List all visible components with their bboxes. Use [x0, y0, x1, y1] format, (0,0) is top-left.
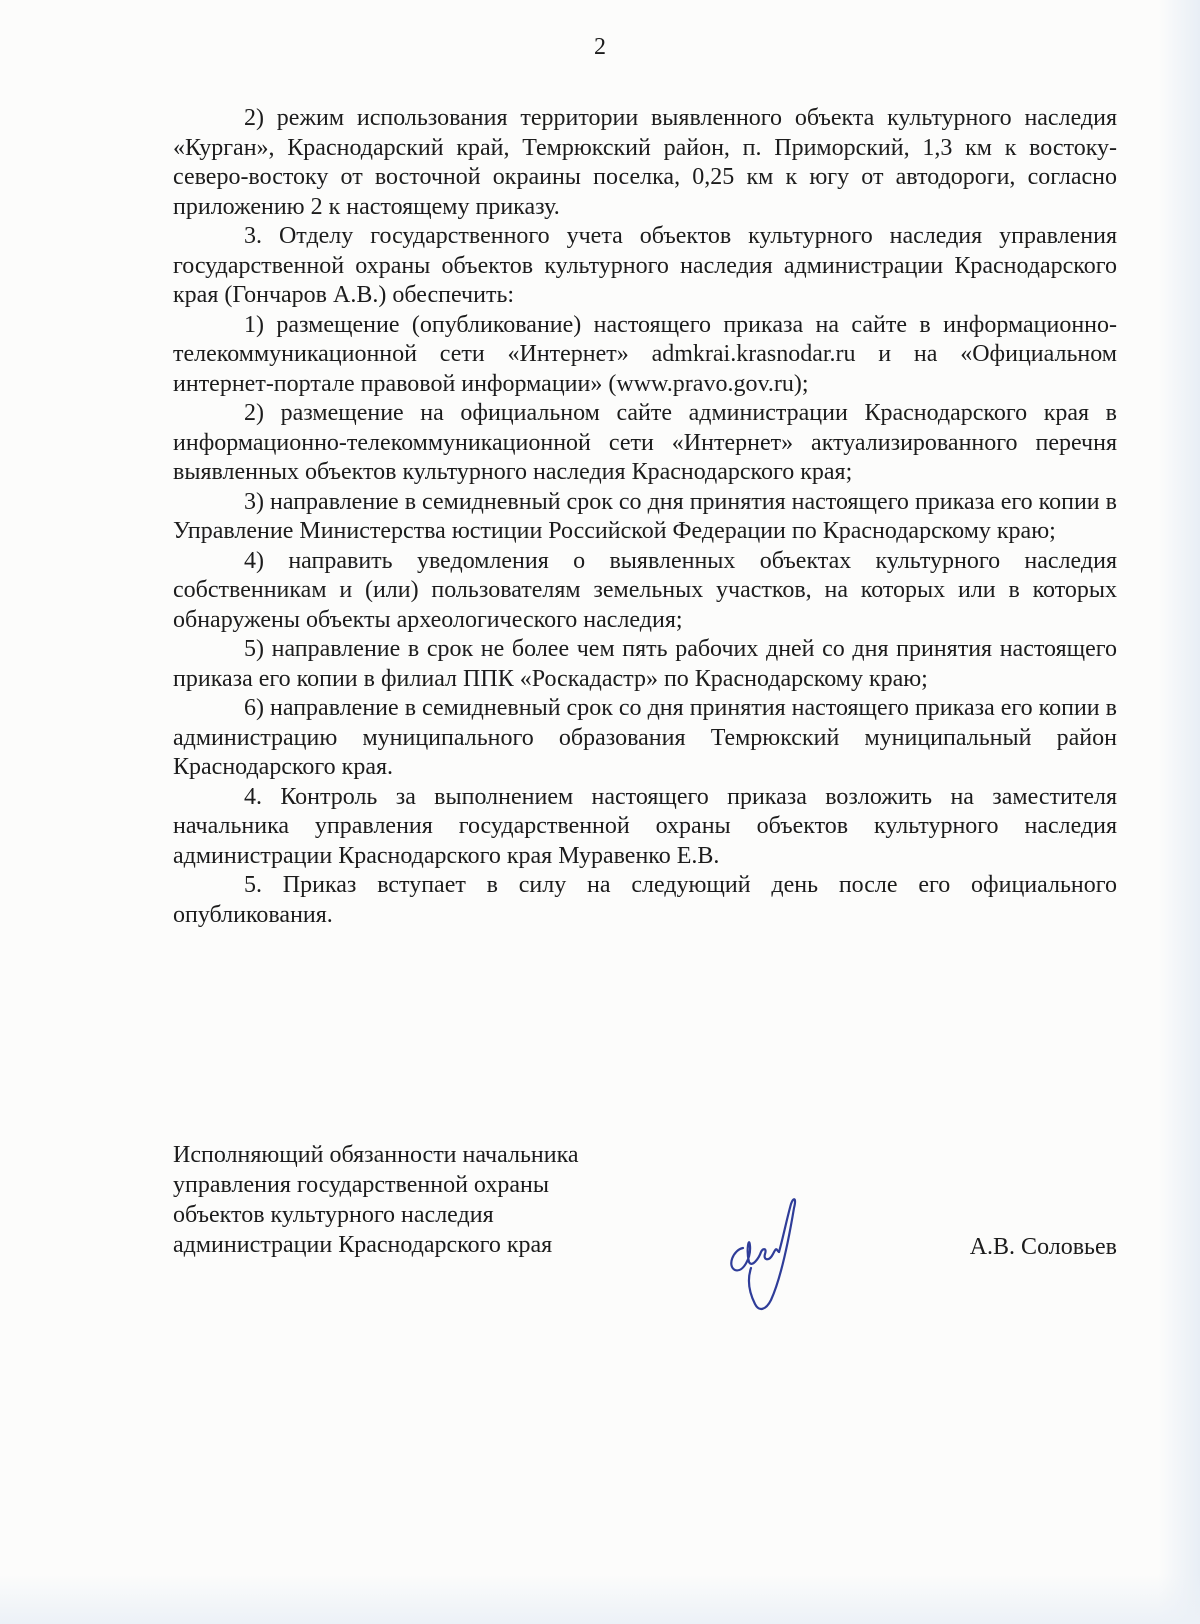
signer-title-line: объектов культурного наследия: [173, 1202, 494, 1228]
paragraph-item-6-municipality: 6) направление в семидневный срок со дня принятия настоящего приказа его копии в администрацию муниципального образования Темрюкский муниципальный район Краснодарского края.: [173, 695, 1117, 780]
paragraph-item-5-roskadastr: 5) направление в срок не более чем пять рабочих дней со дня принятия настоящего приказа его копии в филиал ППК «Роскадастр» по Краснодарскому краю;: [173, 636, 1117, 692]
signer-title-line: управления государственной охраны: [173, 1172, 549, 1198]
paragraph-section-4-control: 4. Контроль за выполнением настоящего приказа возложить на заместителя начальника управления государственной охраны объектов культурного наследия администрации Краснодарского края Муравенко Е.В.: [173, 783, 1117, 869]
signer-title-line: администрации Краснодарского края: [173, 1232, 553, 1258]
paragraph-item-2-regime: 2) режим использования территории выявленного объекта культурного наследия «Курган», Краснодарский край, Темрюкский район, п. Приморский, 1,3 км к востоку-северо-востоку от восточной окраины поселка, 0,25 км к югу от автодороги, согласно приложению 2 к настоящему приказу.: [173, 105, 1117, 220]
paragraph-item-3-ministry: 3) направление в семидневный срок со дня принятия настоящего приказа его копии в Управление Министерства юстиции Российской Федерации по Краснодарскому краю;: [173, 488, 1117, 544]
paragraph-item-2-website: 2) размещение на официальном сайте администрации Краснодарского края в информационно-телекоммуникационной сети «Интернет» актуализированного перечня выявленных объектов культурного наследия Краснодарского края;: [173, 400, 1117, 485]
document-body: [173, 104, 1117, 930]
paragraph-section-3: 3. Отделу государственного учета объектов культурного наследия управления государственной охраны объектов культурного наследия администрации Краснодарского края (Гончаров А.В.) обеспечить:: [173, 223, 1117, 308]
page-number: 2: [594, 34, 606, 60]
paragraph-item-1-publication: 1) размещение (опубликование) настоящего приказа на сайте в информационно-телекоммуникационной сети «Интернет» admkrai.krasnodar.ru и на «Официальном интернет-портале правовой информации» (www.pravo.gov.ru);: [173, 311, 1117, 397]
page-edge-shadow: [1158, 0, 1200, 1624]
paragraph-section-5-effect: 5. Приказ вступает в силу на следующий день после его официального опубликования.: [173, 872, 1117, 928]
signature-block: [173, 1140, 1117, 1310]
signer-name: А.В. Соловьев: [969, 1234, 1117, 1260]
signer-title: [173, 1140, 579, 1260]
handwritten-signature: [721, 1188, 801, 1316]
paragraph-item-4-notifications: 4) направить уведомления о выявленных объектах культурного наследия собственникам и (или) пользователям земельных участков, на которых или в которых обнаружены объекты археологического наследия;: [173, 547, 1117, 633]
page-bottom-shadow: [0, 1574, 1200, 1624]
signer-title-line: Исполняющий обязанности начальника: [173, 1142, 579, 1168]
